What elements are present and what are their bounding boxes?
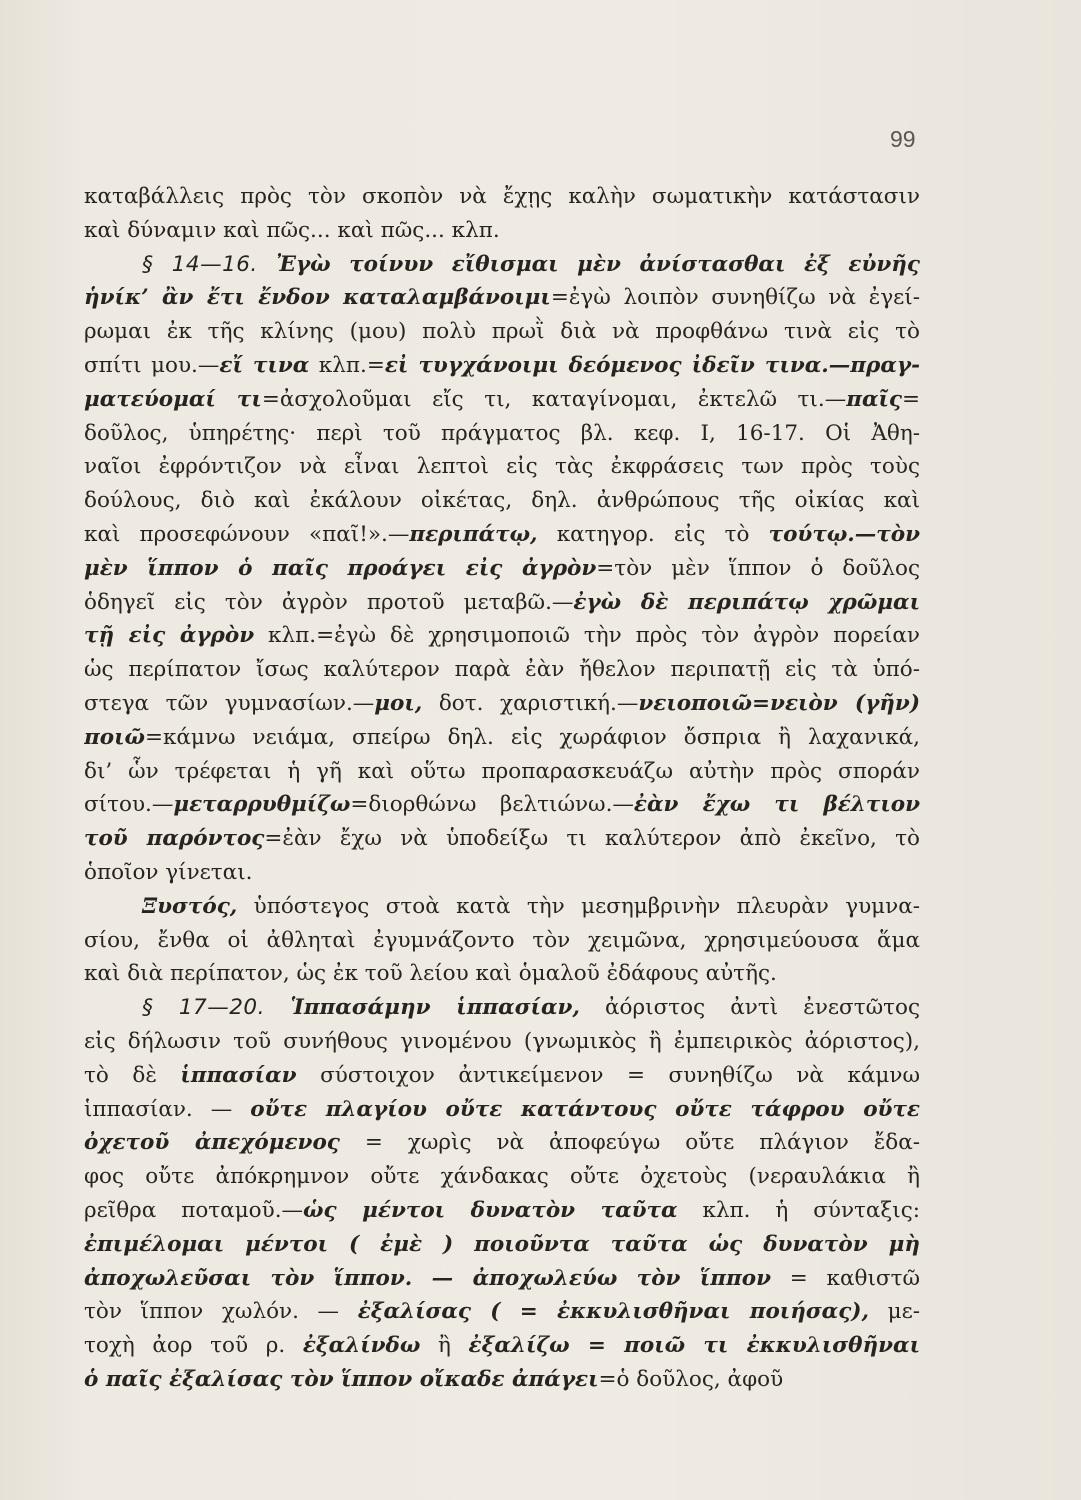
lemma-text: τούτῳ.—τὸν	[768, 521, 920, 547]
text-segment: κλπ.=ἐγὼ δὲ χρησιμοποιῶ τὴν πρὸς τὸν ἀγρὸν πορείαν	[254, 623, 920, 649]
text-segment: καταβάλλεις πρὸς τὸν σκοπὸν νὰ ἔχῃς καλὴν σωματικὴν κατάστασιν	[84, 184, 920, 209]
lemma-text: εἰ τυγχάνοιμι δεόμενος ἰδεῖν τινα.—πραγ-	[384, 352, 920, 378]
lemma-text: εἴ τινα	[219, 352, 310, 378]
text-line	[84, 248, 920, 282]
lemma-text: ἐὰν ἔχω τι βέλτιον	[633, 792, 920, 818]
text-segment: ὁδηγεῖ εἰς τὸν ἀγρὸν προτοῦ μεταβῶ.—	[84, 589, 574, 615]
lemma-text: περιπάτῳ,	[409, 521, 538, 547]
text-segment: = καθιστῶ	[771, 1265, 920, 1291]
text-segment: =ἀσχολοῦμαι εἴς τι, καταγίνομαι, ἐκτελῶ τι.—	[261, 386, 847, 412]
lemma-text: νειοποιῶ=νειὸν (γῆν)	[638, 690, 920, 716]
text-segment: δοῦλος, ὑπηρέτης· περὶ τοῦ πράγματος βλ. κεφ. Ι, 16-17. Οἱ Ἀθη-	[84, 420, 920, 446]
text-line	[84, 1262, 920, 1296]
text-segment: τὸ δὲ	[84, 1062, 181, 1088]
text-line	[84, 586, 920, 620]
text-segment: σίτου.—	[84, 792, 174, 818]
text-line	[84, 1093, 920, 1127]
text-line	[84, 619, 920, 653]
text-line	[84, 1126, 920, 1160]
lemma-text: μοι,	[374, 690, 423, 716]
text-line	[84, 383, 920, 417]
text-line	[84, 1025, 920, 1059]
text-segment: κλπ.=	[309, 352, 385, 378]
text-segment: =ἐγὼ λοιπὸν συνηθίζω νὰ ἐγεί-	[550, 285, 920, 311]
text-segment: σίου, ἔνθα οἱ ἀθληταὶ ἐγυμνάζοντο τὸν χειμῶνα, χρησιμεύουσα ἅμα	[84, 927, 920, 953]
text-line	[84, 1329, 920, 1363]
lemma-text: ὁ παῖς ἐξαλίσας τὸν ἵππον οἴκαδε ἀπάγει	[84, 1366, 599, 1392]
text-segment: ἢ	[420, 1333, 469, 1359]
text-line	[84, 281, 920, 315]
text-line	[84, 991, 920, 1025]
text-segment: =διορθώνω βελτιώνω.—	[350, 792, 634, 818]
text-line	[84, 1059, 920, 1093]
lemma-text: ἀποχωλεῦσαι τὸν ἵππον. — ἀποχωλεύω τὸν ἵππον	[84, 1265, 772, 1291]
text-segment: φος οὔτε ἀπόκρημνον οὔτε χάνδακας οὔτε ὀχετοὺς (νεραυλάκια ἢ	[84, 1164, 920, 1190]
text-line	[84, 687, 920, 721]
lemma-text: Ξυστός,	[142, 893, 238, 919]
text-line	[84, 484, 920, 518]
lemma-text: Ἐγὼ τοίνυν εἴθισμαι μὲν ἀνίστασθαι ἐξ εὐνῆς	[276, 251, 920, 277]
text-segment: ἀόριστος ἀντὶ ἐνεστῶτος	[579, 995, 920, 1021]
text-line	[84, 1295, 920, 1329]
text-line	[84, 721, 920, 755]
text-line	[84, 957, 920, 991]
text-segment: ρωμαι ἐκ τῆς κλίνης (μου) πολὺ πρωῒ διὰ νὰ προφθάνω τινὰ εἰς τὸ	[84, 319, 920, 345]
text-segment: καὶ δύναμιν καὶ πῶς... καὶ πῶς... κλπ.	[84, 217, 500, 243]
lemma-text: ὡς μέντοι δυνατὸν ταῦτα	[303, 1197, 678, 1223]
lemma-text: μεταρρυθμίζω	[173, 792, 351, 818]
text-segment: καὶ προσεφώνουν «παῖ!».—	[84, 521, 410, 547]
lemma-text: ἱππασίαν	[180, 1062, 297, 1088]
text-line	[84, 450, 920, 484]
text-line	[84, 214, 920, 248]
section-marker: § 17—20.	[142, 995, 291, 1021]
text-segment: σπίτι μου.—	[84, 352, 220, 378]
text-line	[84, 552, 920, 586]
text-line	[84, 856, 920, 890]
text-segment: τὸν ἵππον χωλόν. —	[84, 1299, 358, 1325]
lemma-text: Ἱππασάμην ἱππασίαν,	[290, 995, 580, 1021]
text-line	[84, 349, 920, 383]
text-segment: ρεῖθρα ποταμοῦ.—	[84, 1197, 304, 1223]
lemma-text: μὲν ἵππον ὁ παῖς προάγει εἰς ἀγρὸν	[84, 555, 597, 581]
text-segment: εἰς δήλωσιν τοῦ συνήθους γινομένου (γνωμικὸς ἢ ἐμπειρικὸς ἀόριστος),	[84, 1028, 920, 1054]
text-line	[84, 1228, 920, 1262]
text-segment: σύστοιχον ἀντικείμενον = συνηθίζω νὰ κάμνω	[296, 1062, 920, 1088]
text-segment: =ὁ δοῦλος, ἀφοῦ	[598, 1366, 784, 1392]
text-segment: = χωρὶς νὰ ἀποφεύγω οὔτε πλάγιον ἔδα-	[339, 1130, 920, 1156]
lemma-text: ἐγὼ δὲ περιπάτῳ χρῶμαι	[573, 589, 920, 615]
text-line	[84, 1194, 920, 1228]
text-segment: =ἐὰν ἔχω νὰ ὑποδείξω τι καλύτερον ἀπὸ ἐκεῖνο, τὸ	[264, 826, 920, 852]
lemma-text: ἡνίκ’ ἂν ἔτι ἔνδον καταλαμβάνοιμι	[84, 285, 551, 311]
lemma-text: ἐξαλίζω = ποιῶ τι ἐκκυλισθῆναι	[468, 1333, 920, 1359]
lemma-text: ἐπιμέλομαι μέντοι ( ἐμὲ ) ποιοῦντα ταῦτα ὡς δυνατὸν μὴ	[84, 1231, 920, 1257]
lemma-text: ποιῶ	[84, 724, 145, 750]
lemma-text: οὔτε πλαγίου οὔτε κατάντους οὔτε τάφρου οὔτε	[250, 1096, 920, 1122]
text-segment: με-	[868, 1299, 920, 1325]
lemma-text: τοῦ παρόντος	[84, 826, 265, 852]
text-segment: τοχὴ ἀορ τοῦ ρ.	[84, 1333, 303, 1359]
lemma-text: ἐξαλίνδω	[302, 1333, 421, 1359]
text-segment: =	[901, 386, 920, 412]
body-text	[84, 180, 920, 1397]
section-marker: § 14—16.	[142, 251, 277, 277]
text-line	[84, 924, 920, 958]
text-line	[84, 417, 920, 451]
text-segment: δοτ. χαριστική.—	[422, 690, 639, 716]
text-segment: κατηγορ. εἰς τὸ	[537, 521, 769, 547]
text-segment: =κάμνω νειάμα, σπείρω δηλ. εἰς χωράφιον ὄσπρια ἢ λαχανικά,	[144, 724, 920, 750]
text-line	[84, 788, 920, 822]
text-line	[84, 755, 920, 789]
text-line	[84, 822, 920, 856]
text-segment: κλπ. ἡ σύνταξις:	[677, 1197, 920, 1223]
text-line	[84, 1363, 920, 1397]
text-segment: ἱππασίαν. —	[84, 1096, 251, 1122]
text-segment: δούλους, διὸ καὶ ἐκάλουν οἰκέτας, δηλ. ἀνθρώπους τῆς οἰκίας καὶ	[84, 488, 920, 514]
text-segment: καὶ διὰ περίπατον, ὡς ἐκ τοῦ λείου καὶ ὁμαλοῦ ἐδάφους αὐτῆς.	[84, 961, 777, 987]
lemma-text: ματεύομαί τι	[84, 386, 262, 412]
text-segment: ὁποῖον γίνεται.	[84, 859, 253, 885]
text-segment: ὑπόστεγος στοὰ κατὰ τὴν μεσημβρινὴν πλευρὰν γυμνα-	[237, 893, 920, 919]
lemma-text: ἐξαλίσας ( = ἐκκυλισθῆναι ποιήσας),	[357, 1299, 869, 1325]
text-line	[84, 315, 920, 349]
lemma-text: τῇ εἰς ἀγρὸν	[84, 623, 255, 649]
text-segment: δι’ ὧν τρέφεται ἡ γῆ καὶ οὕτω προπαρασκευάζω αὐτὴν πρὸς σποράν	[84, 758, 920, 784]
text-segment: στεγα τῶν γυμνασίων.—	[84, 690, 375, 716]
lemma-text: ὀχετοῦ ἀπεχόμενος	[84, 1130, 340, 1156]
text-line	[84, 653, 920, 687]
text-segment: ναῖοι ἐφρόντιζον νὰ εἶναι λεπτοὶ εἰς τὰς ἐκφράσεις των πρὸς τοὺς	[84, 454, 920, 480]
lemma-text: παῖς	[846, 386, 902, 412]
text-segment: =τὸν μὲν ἵππον ὁ δοῦλος	[596, 555, 920, 581]
text-line	[84, 180, 920, 214]
text-segment: ὡς περίπατον ἴσως καλύτερον παρὰ ἐὰν ἤθελον περιπατῇ εἰς τὰ ὑπό-	[84, 657, 920, 683]
page-number: 99	[890, 126, 916, 152]
text-line	[84, 890, 920, 924]
text-line	[84, 518, 920, 552]
text-line	[84, 1160, 920, 1194]
